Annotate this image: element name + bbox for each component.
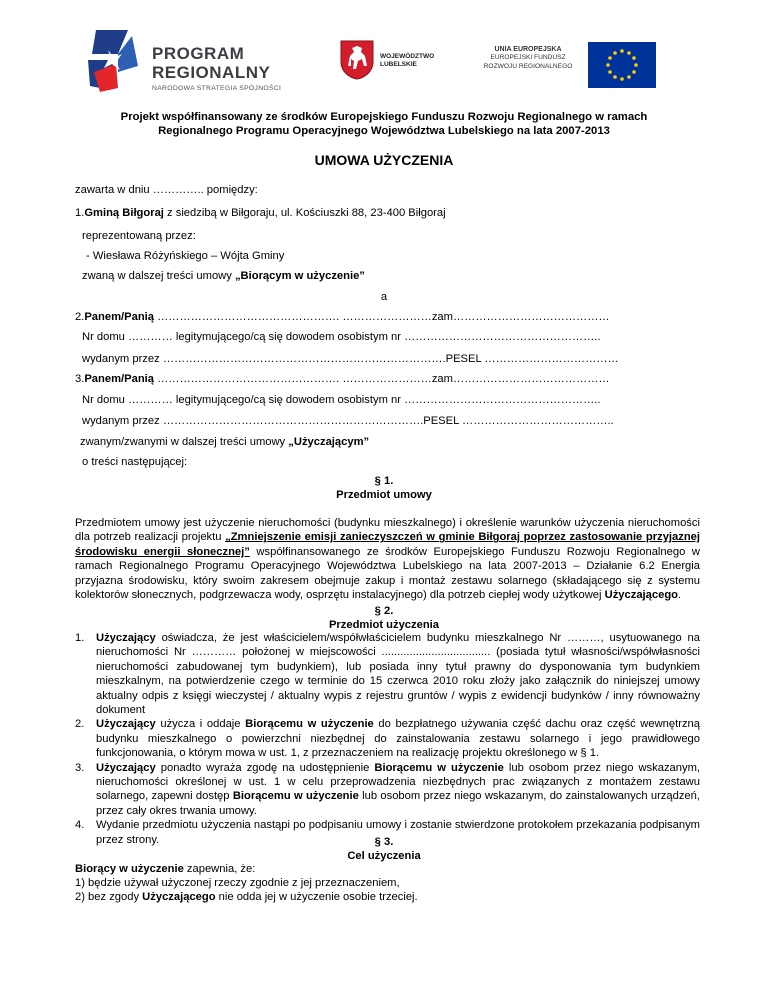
party1-person: - Wiesława Różyńskiego – Wójta Gminy bbox=[86, 250, 285, 262]
header-line2: Regionalnego Programu Operacyjnego Województwa Lubelskiego na lata 2007-2013 bbox=[158, 125, 610, 137]
s2-item-4: 4. Wydanie przedmiotu użyczenia nastąpi po podpisaniu umowy i zostanie stwierdzone protokołem przekazania podpisanym przez strony. bbox=[75, 819, 700, 846]
party3-line2: Nr domu ………… legitymującego/cą się dowodem osobistym nr …………………………………………….. bbox=[82, 394, 601, 406]
s3-title: Cel użyczenia bbox=[347, 850, 421, 862]
eu-text-block bbox=[480, 46, 576, 71]
s2-item-3: 3. Użyczający ponadto wyraża zgodę na udostępnienie Biorącemu w użyczenie lub osobom przez niego wskazanym, nieruchomości określonej w ust. 1 w celu przeprowadzenia niezbędnych prac związanych z montażem zestawu solarnego, zapewni dostęp Biorącemu w użyczenie lub osobom przez niego wskazanym, do zainstalowanych urządzeń, przez cały okres trwania umowy. bbox=[75, 761, 701, 817]
s3-item-1: 1) będzie używał użyczonej rzeczy zgodnie z jej przeznaczeniem, bbox=[75, 877, 400, 889]
party3-called: zwanym/zwanymi w dalszej treści umowy „Użyczającym” bbox=[80, 436, 370, 448]
s3-number: § 3. bbox=[374, 836, 394, 848]
s3-item-2: 2) bez zgody Użyczającego nie odda jej w użyczenie osobie trzeciej. bbox=[75, 891, 418, 903]
intro-line: zawarta w dniu ………….. pomiędzy: bbox=[75, 184, 258, 196]
party1-represented: reprezentowaną przez: bbox=[82, 230, 196, 242]
header-line1: Projekt współfinansowany ze środków Europejskiego Funduszu Rozwoju Regionalnego w ramach bbox=[120, 111, 648, 123]
eu-flag bbox=[588, 42, 656, 88]
document-title: UMOWA UŻYCZENIA bbox=[314, 152, 454, 168]
party1-line: 1.Gminą Biłgoraj z siedzibą w Biłgoraju, ul. Kościuszki 88, 23-400 Biłgoraj bbox=[75, 207, 446, 219]
eu-line2: EUROPEJSKI FUNDUSZ bbox=[490, 54, 566, 62]
s2-list bbox=[75, 631, 700, 847]
program-word: PROGRAM bbox=[152, 44, 245, 63]
s2-item-1: 1. Użyczający oświadcza, że jest właścicielem/współwłaścicielem budynku mieszkalnego Nr ………, usytuowanego na nieruchomości Nr ………… położonej w miejscowości ................................... (posiada tytuł własności/współwłasności nieruchomości zabudowanej tym budynkiem), lub posiada inny tytuł prawny do dysponowania tym budynkiem mieszkalnym, na potwierdzenie czego w terminie do 15 czerwca 2010 roku złoży jako załącznik do niniejszej umowy aktualny odpis z księgi wieczystej / aktualny wypis z rejestru gruntów / wypis z ewidencji budynków / inny równoważny dokument bbox=[75, 632, 700, 717]
logo-program-regionalny bbox=[88, 30, 288, 100]
and-separator: a bbox=[380, 291, 388, 303]
s2-item-2: 2. Użyczający użycza i oddaje Biorącemu w użyczenie do bezpłatnego używania część dachu oraz część wewnętrzną budynku mieszkalnego o powierzchni niezbędnej do zainstalowania zestawu solarnego i jego prawidłowego funkcjonowania, o którym mowa w ust. 1, z przeznaczeniem na realizację projektu określonego w § 1. bbox=[75, 718, 700, 760]
party2-line3: wydanym przez ………………………………………………………………….PESEL ……………………………… bbox=[82, 353, 619, 365]
party1-called: zwaną w dalszej treści umowy „Biorącym w użyczenie” bbox=[82, 270, 365, 282]
s2-number: § 2. bbox=[374, 605, 394, 617]
regionalny-word: REGIONALNY bbox=[152, 63, 271, 82]
program-regionalny-emblem bbox=[88, 30, 150, 96]
wojewodztwo-label: WOJEWÓDZTWO bbox=[380, 53, 435, 60]
party2-line1: 2.Panem/Panią …………………………………………. ……………………zam…………………………………… bbox=[75, 311, 610, 323]
party3-line1: 3.Panem/Panią …………………………………………. ……………………zam…………………………………… bbox=[75, 373, 610, 385]
logo-lubelskie bbox=[340, 40, 440, 86]
s3-intro: Biorący w użyczenie zapewnia, że: bbox=[75, 863, 256, 875]
eu-line1: UNIA EUROPEJSKA bbox=[494, 46, 562, 53]
s1-title: Przedmiot umowy bbox=[336, 489, 432, 501]
party2-line2: Nr domu ………… legitymującego/cą się dowodem osobistym nr …………………………………………….. bbox=[82, 331, 601, 343]
program-tagline: NARODOWA STRATEGIA SPÓJNOŚCI bbox=[152, 85, 282, 92]
party3-line3: wydanym przez …………………………………………………………….PESEL ………………………………….. bbox=[82, 415, 614, 427]
content-intro: o treści następującej: bbox=[82, 456, 188, 468]
s2-title: Przedmiot użyczenia bbox=[328, 619, 440, 631]
s1-number: § 1. bbox=[374, 475, 394, 487]
eu-line3: ROZWOJU REGIONALNEGO bbox=[483, 62, 573, 70]
project-header bbox=[0, 110, 768, 138]
lubelskie-label: LUBELSKIE bbox=[380, 61, 417, 68]
logo-unia-europejska bbox=[480, 42, 680, 92]
s1-paragraph: Przedmiotem umowy jest użyczenie nieruchomości (budynku mieszkalnego) i określenie warunków użyczenia nieruchomości dla potrzeb realizacji projektu „Zmniejszenie emisji zanieczyszczeń w gminie Biłgoraj poprzez zastosowanie przyjaznej środowisku energii słonecznej” współfinansowanego ze środków Europejskiego Funduszu Rozwoju Regionalnego w ramach Regionalnego Programu Operacyjnego Województwa Lubelskiego na lata 2007-2013 – Działanie 6.2 Energia przyjazna środowisku, który swoim zakresem obejmuje zakup i montaż zestawu solarnego (składającego się z systemu kolektorów słonecznych, podgrzewacza wody, osprzętu instalacyjnego) dla potrzeb ciepłej wody użytkowej Użyczającego. bbox=[75, 517, 700, 602]
lubelskie-coat-of-arms bbox=[340, 40, 374, 80]
